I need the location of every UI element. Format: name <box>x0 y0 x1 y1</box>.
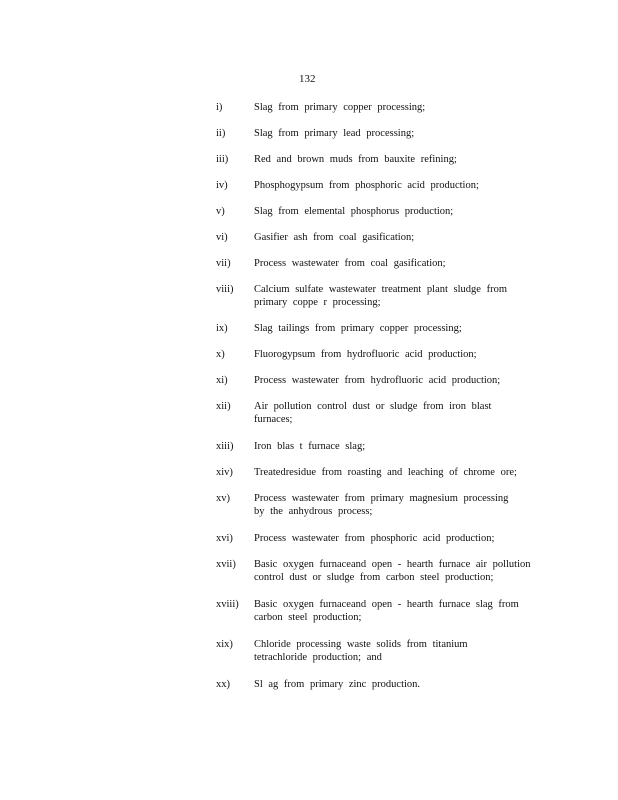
item-text: Phosphogypsum from phosphoric acid production; <box>254 180 479 191</box>
item-text: Fluorogypsum from hydrofluoric acid production; <box>254 349 477 360</box>
item-number: xvi) <box>216 533 233 544</box>
item-number: x) <box>216 349 225 360</box>
item-number: xiv) <box>216 467 233 478</box>
item-text: Basic oxygen furnaceand open - hearth furnace air pollution control dust or sludge from carbon steel production; <box>254 559 531 583</box>
item-text: Basic oxygen furnaceand open - hearth furnace slag from carbon steel production; <box>254 599 519 623</box>
item-text: Sl ag from primary zinc production. <box>254 679 421 690</box>
item-text: Slag from primary lead processing; <box>254 128 415 139</box>
item-number: i) <box>216 102 223 113</box>
item-text: Red and brown muds from bauxite refining; <box>254 154 457 165</box>
item-text: Slag from primary copper processing; <box>254 102 426 113</box>
item-number: v) <box>216 206 225 217</box>
item-number: iii) <box>216 154 229 165</box>
item-text: Iron blas t furnace slag; <box>254 441 366 452</box>
page-number: 132 <box>299 73 316 85</box>
item-text: Calcium sulfate wastewater treatment plant sludge from primary coppe r processing; <box>254 284 508 308</box>
item-number: xv) <box>216 493 230 504</box>
item-text: Gasifier ash from coal gasification; <box>254 232 415 243</box>
item-text: Chloride processing waste solids from titanium tetrachloride production; and <box>254 639 468 663</box>
item-text: Air pollution control dust or sludge from iron blast furnaces; <box>254 401 492 425</box>
item-number: xi) <box>216 375 228 386</box>
item-text: Treatedresidue from roasting and leaching of chrome ore; <box>254 467 517 478</box>
item-number: vi) <box>216 232 228 243</box>
item-number: xvii) <box>216 559 236 570</box>
item-text: Process wastewater from coal gasification; <box>254 258 446 269</box>
item-number: ix) <box>216 323 228 334</box>
item-text: Process wastewater from hydrofluoric acid production; <box>254 375 501 386</box>
item-number: xviii) <box>216 599 239 610</box>
item-text: Process wastewater from primary magnesium processing by the anhydrous process; <box>254 493 509 517</box>
item-number: xii) <box>216 401 231 412</box>
item-number: xix) <box>216 639 233 650</box>
item-number: xx) <box>216 679 230 690</box>
item-text: Slag from elemental phosphorus production; <box>254 206 454 217</box>
item-number: viii) <box>216 284 234 295</box>
item-number: iv) <box>216 180 228 191</box>
item-number: vii) <box>216 258 231 269</box>
item-number: xiii) <box>216 441 234 452</box>
item-number: ii) <box>216 128 226 139</box>
item-text: Process wastewater from phosphoric acid production; <box>254 533 495 544</box>
item-text: Slag tailings from primary copper processing; <box>254 323 462 334</box>
